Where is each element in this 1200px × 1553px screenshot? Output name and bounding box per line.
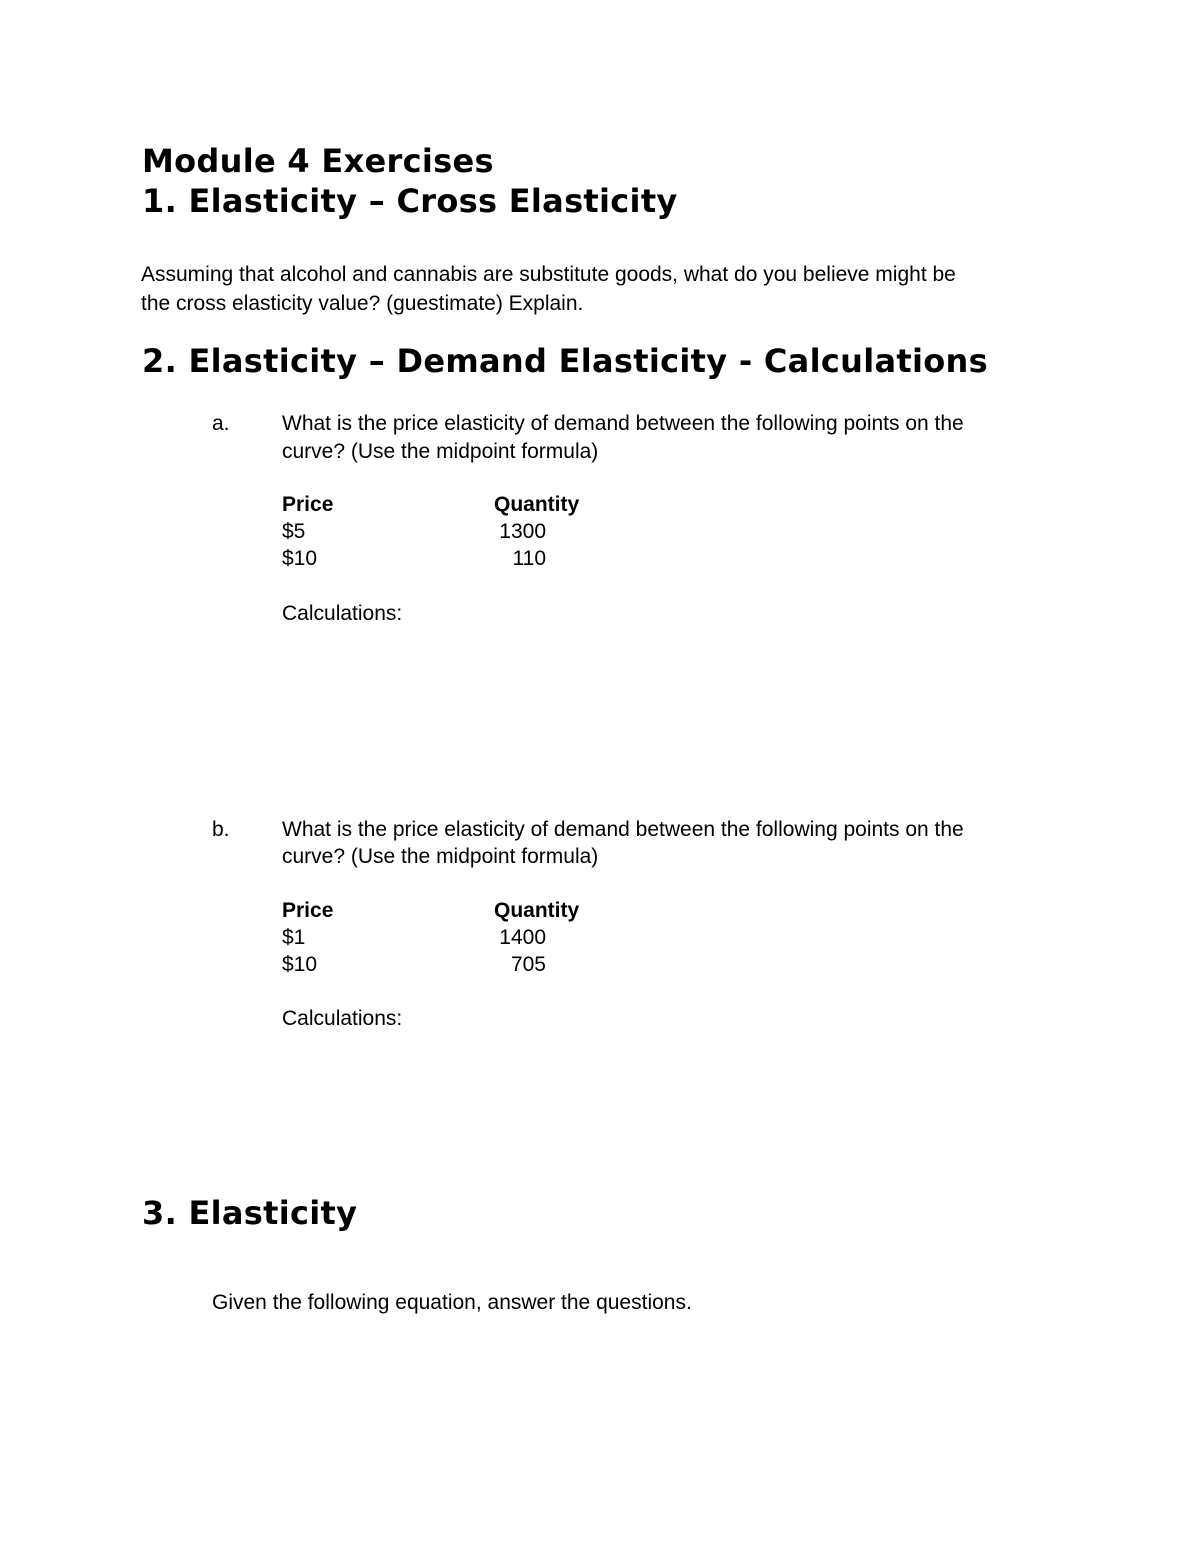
section-1-question-line-2: the cross elasticity value? (guestimate) Explain. — [141, 292, 584, 315]
part-b-row-1-quantity: 1400 — [499, 926, 546, 949]
part-b-calculations-label: Calculations: — [282, 1007, 403, 1030]
part-a-quantity-header: Quantity — [494, 493, 580, 516]
part-a-row-2-price: $10 — [282, 547, 318, 570]
section-3-instruction: Given the following equation, answer the questions. — [212, 1291, 692, 1314]
section-3-heading: 3. Elasticity — [142, 1194, 358, 1232]
part-b-quantity-header: Quantity — [494, 899, 580, 922]
part-b-row-2-price: $10 — [282, 953, 318, 976]
part-a-row-1-price: $5 — [282, 520, 306, 543]
part-b-row-1-price: $1 — [282, 926, 306, 949]
document-title: Module 4 Exercises — [142, 142, 494, 180]
part-a-marker: a. — [212, 412, 230, 435]
part-a-calculations-label: Calculations: — [282, 602, 403, 625]
section-1-question-line-1: Assuming that alcohol and cannabis are substitute goods, what do you believe might be — [141, 263, 956, 286]
part-a-question-line-1: What is the price elasticity of demand between the following points on the — [282, 412, 964, 435]
part-a-question-line-2: curve? (Use the midpoint formula) — [282, 440, 599, 463]
part-a-price-header: Price — [282, 493, 334, 516]
section-2-heading: 2. Elasticity – Demand Elasticity - Calculations — [142, 342, 988, 380]
section-1-heading: 1. Elasticity – Cross Elasticity — [142, 182, 678, 220]
part-b-row-2-quantity: 705 — [510, 953, 546, 976]
part-b-price-header: Price — [282, 899, 334, 922]
part-b-question-line-2: curve? (Use the midpoint formula) — [282, 845, 599, 868]
part-a-row-1-quantity: 1300 — [499, 520, 546, 543]
part-b-question-line-1: What is the price elasticity of demand between the following points on the — [282, 818, 964, 841]
part-a-row-2-quantity: 110 — [512, 547, 546, 570]
part-b-marker: b. — [212, 818, 230, 841]
